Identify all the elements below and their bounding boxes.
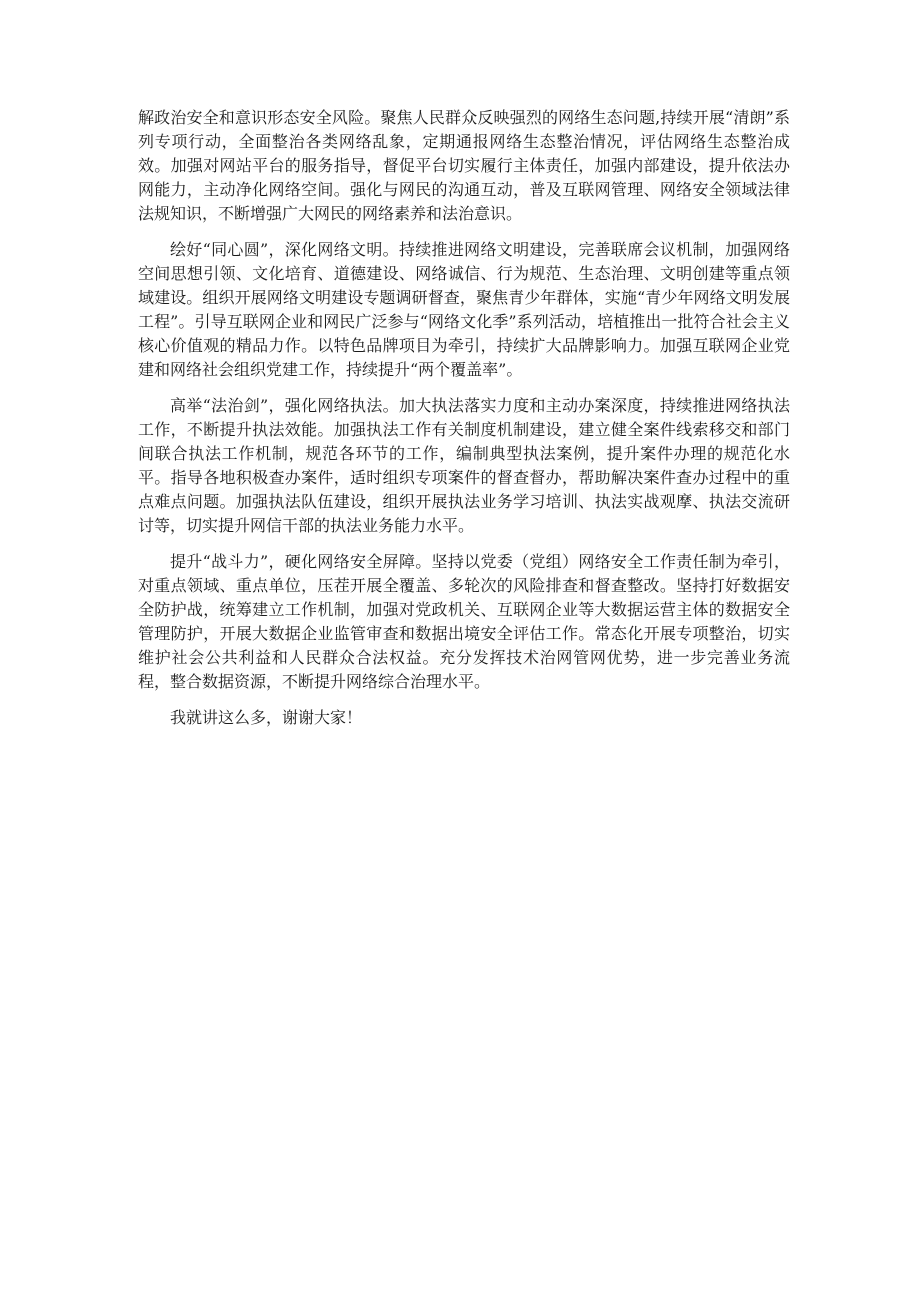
- paragraph-network-civilization: 绘好“同心圆”，深化网络文明。持续推进网络文明建设，完善联席会议机制，加强网络空间思想引领、文化培育、道德建设、网络诚信、行为规范、生态治理、文明创建等重点领域建设。组织开展网络文明建设专题调研督查，聚焦青少年群体，实施“青少年网络文明发展工程”。引导互联网企业和网民广泛参与“网络文化季”系列活动，培植推出一批符合社会主义核心价值观的精品力作。以特色品牌项目为牵引，持续扩大品牌影响力。加强互联网企业党建和网络社会组织党建工作，持续提升“两个覆盖率”。: [138, 240, 790, 379]
- paragraph-network-security-barrier: 提升“战斗力”，硬化网络安全屏障。坚持以党委（党组）网络安全工作责任制为牵引，对重点领域、重点单位，压茬开展全覆盖、多轮次的风险排查和督查整改。坚持打好数据安全防护战，统筹建立工作机制，加强对党政机关、互联网企业等大数据运营主体的数据安全管理防护，开展大数据企业监管审查和数据出境安全评估工作。常态化开展专项整治，切实维护社会公共利益和人民群众合法权益。充分发挥技术治网管网优势，进一步完善业务流程，整合数据资源，不断提升网络综合治理水平。: [138, 552, 790, 691]
- paragraph-political-security: 解政治安全和意识形态安全风险。聚焦人民群众反映强烈的网络生态问题,持续开展“清朗”系列专项行动，全面整治各类网络乱象，定期通报网络生态整治情况，评估网络生态整治成效。加强对网站平台的服务指导，督促平台切实履行主体责任，加强内部建设，提升依法办网能力，主动净化网络空间。强化与网民的沟通互动，普及互联网管理、网络安全领域法律法规知识，不断增强广大网民的网络素养和法治意识。: [138, 108, 790, 223]
- paragraph-network-law-enforcement: 高举“法治剑”，强化网络执法。加大执法落实力度和主动办案深度，持续推进网络执法工作，不断提升执法效能。加强执法工作有关制度机制建设，建立健全案件线索移交和部门间联合执法工作机制，规范各环节的工作，编制典型执法案例，提升案件办理的规范化水平。指导各地积极查办案件，适时组织专项案件的督查督办，帮助解决案件查办过程中的重点难点问题。加强执法队伍建设，组织开展执法业务学习培训、执法实战观摩、执法交流研讨等，切实提升网信干部的执法业务能力水平。: [138, 396, 790, 535]
- paragraph-closing-remark: 我就讲这么多，谢谢大家！: [170, 708, 363, 727]
- document-body: [138, 106, 790, 742]
